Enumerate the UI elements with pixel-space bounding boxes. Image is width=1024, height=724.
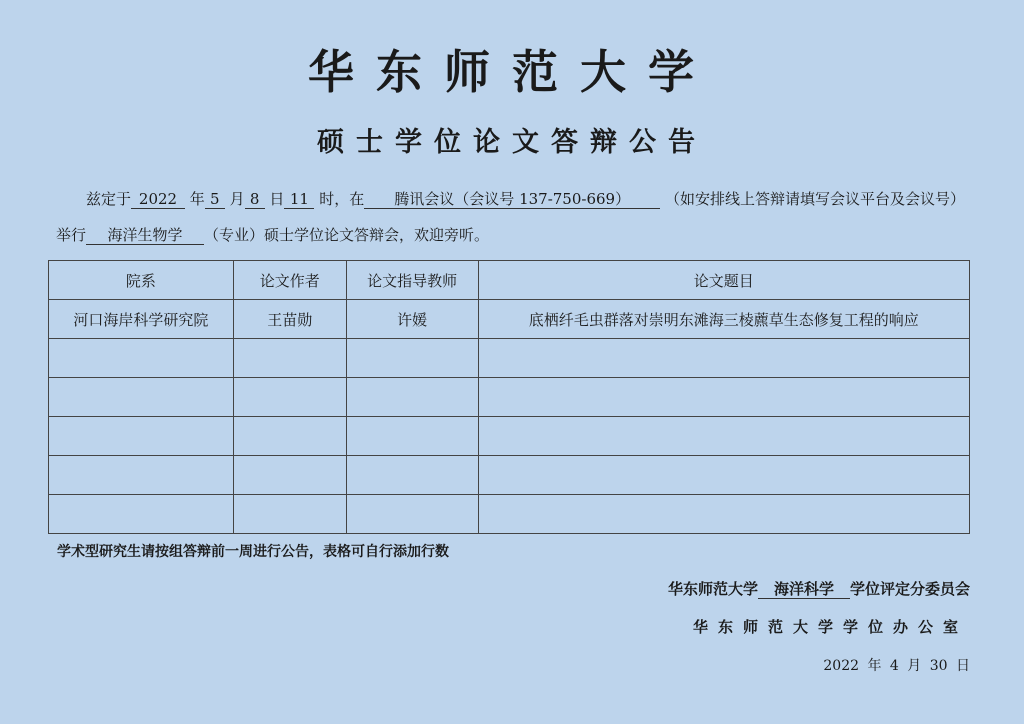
- header-thesis-title: 论文题目: [478, 261, 969, 300]
- header-author: 论文作者: [233, 261, 346, 300]
- cell-author: [233, 495, 346, 534]
- announcement-paragraph: [56, 181, 976, 253]
- location-note: （如安排线上答辩请填写会议平台及会议号）举行: [56, 190, 965, 244]
- day-value: 8: [245, 190, 265, 209]
- cell-thesis-title: [478, 378, 969, 417]
- major-value: 海洋生物学: [86, 226, 204, 245]
- cell-department: 河口海岸科学研究院: [49, 300, 234, 339]
- cell-department: [49, 495, 234, 534]
- signature-prefix: 华东师范大学: [667, 580, 758, 598]
- cell-thesis-title: 底栖纤毛虫群落对崇明东滩海三棱藨草生态修复工程的响应: [478, 300, 969, 339]
- location-value: 腾讯会议（会议号 137-750-669）: [364, 190, 660, 209]
- cell-advisor: 许媛: [346, 300, 478, 339]
- table-row: [49, 339, 970, 378]
- signature-department: 海洋科学: [758, 580, 850, 599]
- day-unit: 日: [269, 190, 285, 208]
- table-row: [49, 300, 970, 339]
- cell-department: [49, 339, 234, 378]
- university-title: 华东师范大学: [308, 45, 716, 99]
- cell-advisor: [346, 378, 478, 417]
- cell-author: [233, 417, 346, 456]
- cell-author: [233, 456, 346, 495]
- thesis-table: [48, 260, 970, 534]
- cell-advisor: [346, 495, 478, 534]
- cell-department: [49, 417, 234, 456]
- cell-author: [233, 339, 346, 378]
- table-row: [49, 495, 970, 534]
- month-value: 5: [205, 190, 225, 209]
- cell-department: [49, 456, 234, 495]
- cell-thesis-title: [478, 417, 969, 456]
- cell-author: 王苗勋: [233, 300, 346, 339]
- office-signature: 华东师范大学学位办公室: [692, 618, 968, 636]
- month-unit: 月: [229, 190, 245, 208]
- table-header-row: [49, 261, 970, 300]
- announcement-title: 硕士学位论文答辩公告: [317, 127, 707, 158]
- cell-thesis-title: [478, 339, 969, 378]
- committee-signature: [668, 578, 970, 599]
- cell-thesis-title: [478, 495, 969, 534]
- cell-department: [49, 378, 234, 417]
- table-row: [49, 456, 970, 495]
- cell-author: [233, 378, 346, 417]
- footnote: 学术型研究生请按组答辩前一周进行公告，表格可自行添加行数: [57, 544, 449, 560]
- table-row: [49, 378, 970, 417]
- header-advisor: 论文指导教师: [346, 261, 478, 300]
- header-department: 院系: [49, 261, 234, 300]
- hour-value: 11: [284, 190, 314, 209]
- signature-date: 2022 年 4 月 30 日: [823, 658, 970, 674]
- cell-thesis-title: [478, 456, 969, 495]
- cell-advisor: [346, 339, 478, 378]
- intro-text: 兹定于: [86, 190, 132, 208]
- signature-suffix: 学位评定分委员会: [849, 580, 970, 598]
- year-unit: 年: [189, 190, 205, 208]
- closing-text: （专业）硕士学位论文答辩会，欢迎旁听。: [204, 226, 490, 244]
- cell-advisor: [346, 417, 478, 456]
- hour-unit: 时，在: [319, 190, 365, 208]
- table-row: [49, 417, 970, 456]
- cell-advisor: [346, 456, 478, 495]
- year-value: 2022: [131, 190, 185, 209]
